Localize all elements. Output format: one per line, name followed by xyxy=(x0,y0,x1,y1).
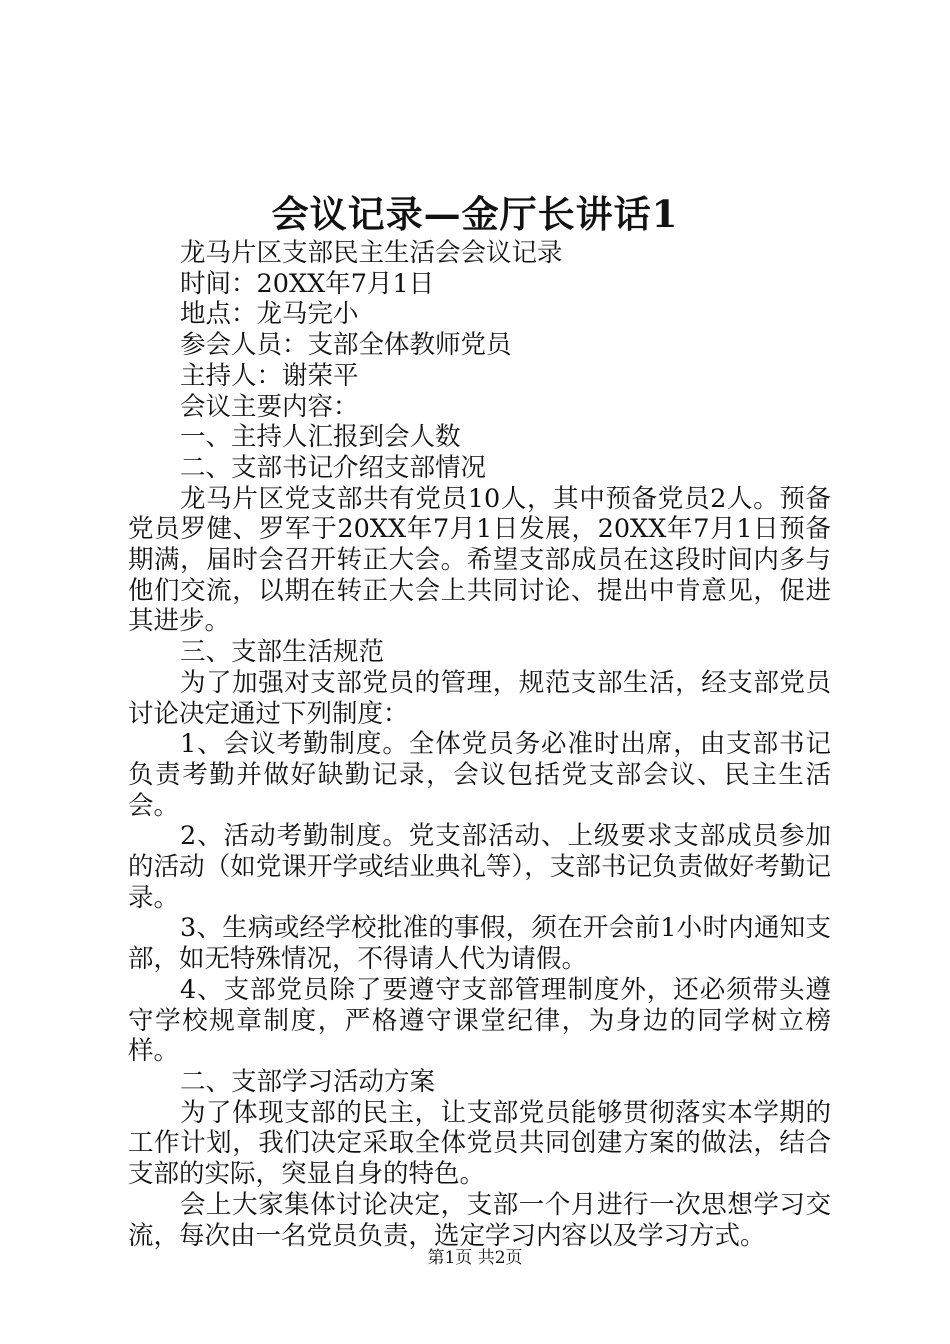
section-heading: 一、主持人汇报到会人数 xyxy=(180,422,461,453)
document-title: 会议记录—金厅长讲话1 xyxy=(271,192,679,236)
section-heading: 三、支部生活规范 xyxy=(180,637,385,668)
section-heading: 二、支部书记介绍支部情况 xyxy=(180,452,487,483)
rule-item: 1、会议考勤制度。全体党员务必准时出席，由支部书记负责考勤并做好缺勤记录，会议包括党支部会议、民主生活会。 xyxy=(128,729,831,821)
paragraph: 会上大家集体讨论决定，支部一个月进行一次思想学习交流，每次由一名党员负责，选定学习内容以及学习方式。 xyxy=(128,1189,831,1251)
meeting-attendees-line: 参会人员：支部全体教师党员 xyxy=(180,330,512,361)
meeting-content-heading: 会议主要内容： xyxy=(180,391,359,422)
paragraph: 为了体现支部的民主，让支部党员能够贯彻落实本学期的工作计划，我们决定采取全体党员共同创建方案的做法，结合支部的实际，突显自身的特色。 xyxy=(128,1097,831,1190)
paragraph: 龙马片区党支部共有党员10人，其中预备党员2人。预备党员罗健、罗军于20XX年7月1日发展，20XX年7月1日预备期满，届时会召开转正大会。希望支部成员在这段时间内多与他们交流，以期在转正大会上共同讨论、提出中肯意见，促进其进步。 xyxy=(128,483,831,637)
rule-item: 4、支部党员除了要遵守支部管理制度外，还必须带头遵守学校规章制度，严格遵守课堂纪律，为身边的同学树立榜样。 xyxy=(128,974,831,1067)
meeting-location-line: 地点：龙马完小 xyxy=(180,299,359,330)
page-footer: 第1页 共2页 xyxy=(427,1248,523,1268)
section-heading: 二、支部学习活动方案 xyxy=(180,1066,436,1097)
meeting-header-line: 龙马片区支部民主生活会会议记录 xyxy=(180,238,563,268)
rule-item: 3、生病或经学校批准的事假，须在开会前1小时内通知支部，如无特殊情况，不得请人代为请假。 xyxy=(128,913,831,975)
paragraph: 为了加强对支部党员的管理，规范支部生活，经支部党员讨论决定通过下列制度： xyxy=(128,667,831,729)
document-body xyxy=(128,238,831,1251)
meeting-host-line: 主持人：谢荣平 xyxy=(180,360,359,391)
meeting-time-line: 时间：20XX年7月1日 xyxy=(180,268,435,299)
rule-item: 2、活动考勤制度。党支部活动、上级要求支部成员参加的活动（如党课开学或结业典礼等），支部书记负责做好考勤记录。 xyxy=(128,821,831,913)
